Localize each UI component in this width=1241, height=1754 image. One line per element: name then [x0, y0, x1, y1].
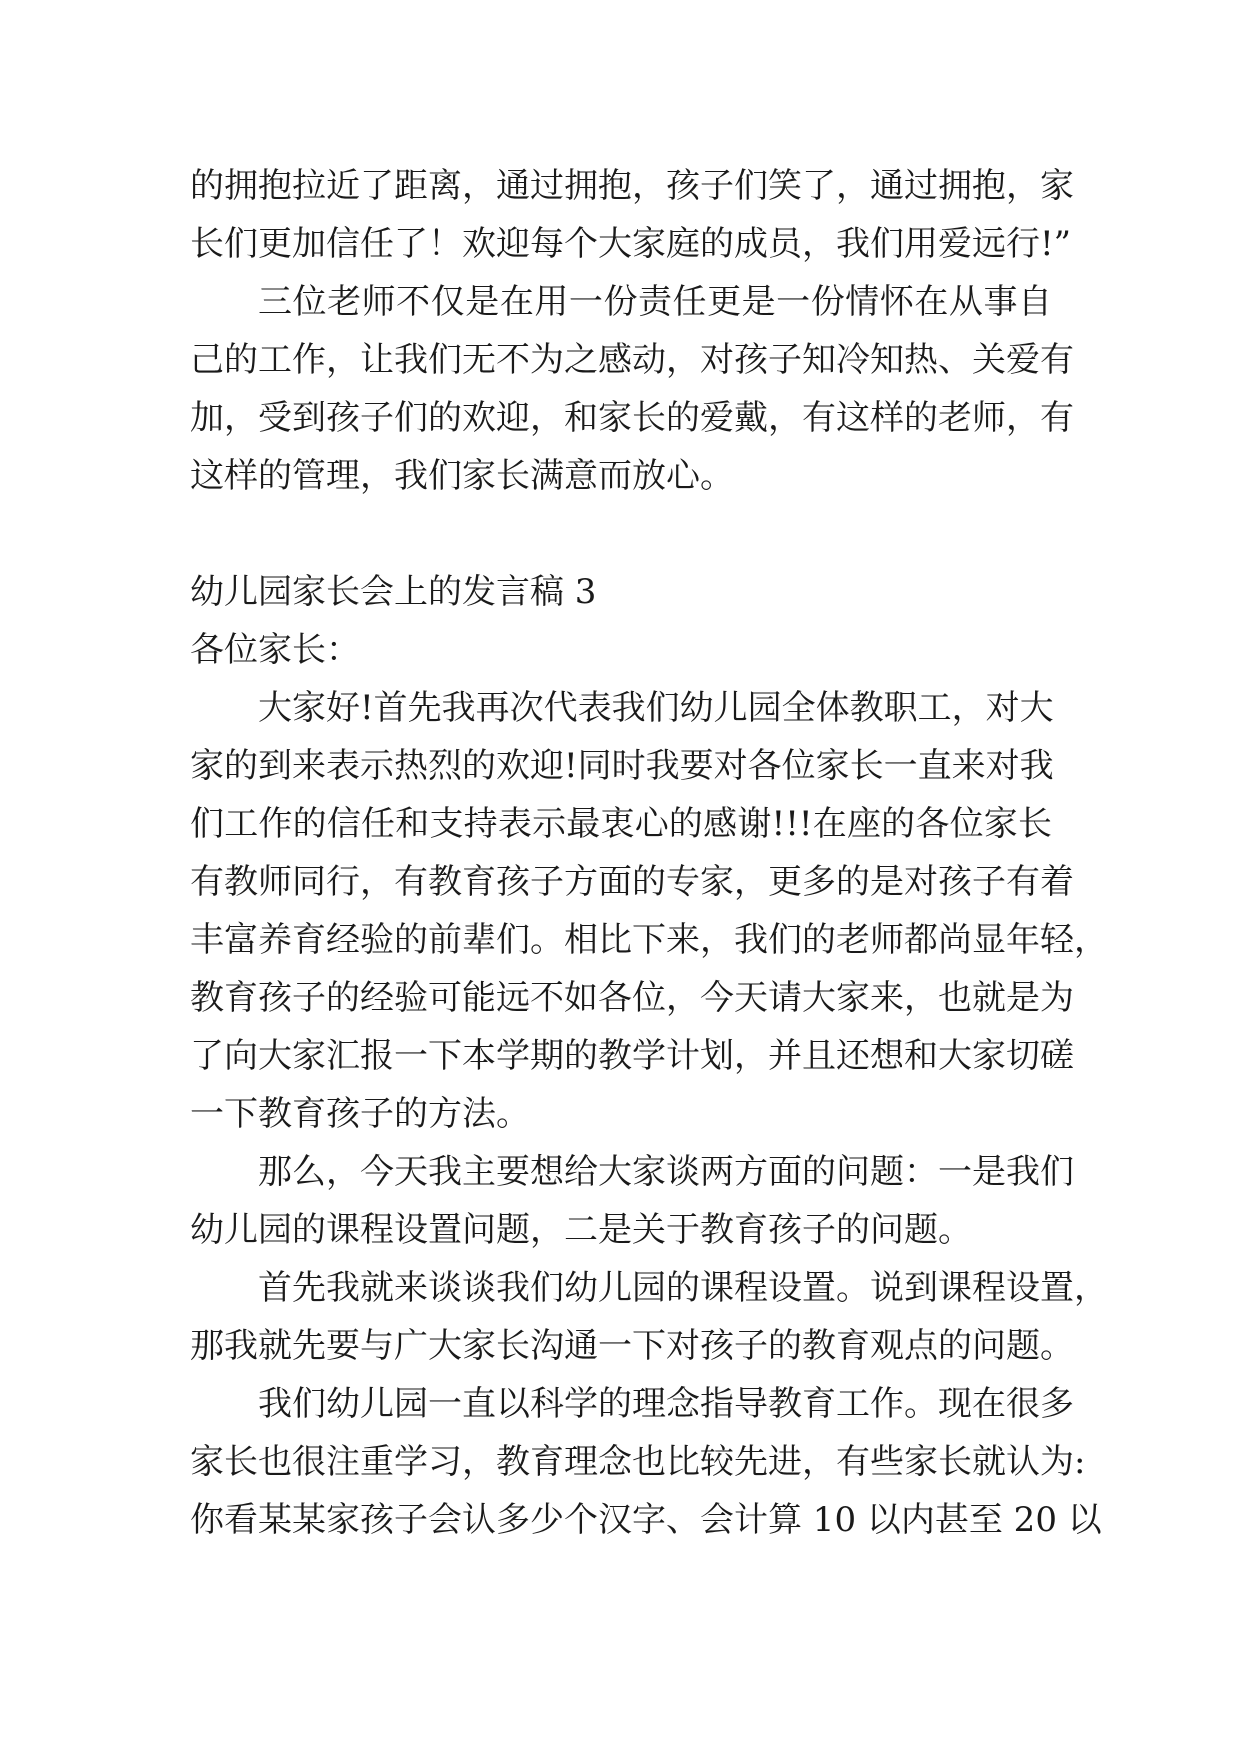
text-line: 教育孩子的经验可能远不如各位，今天请大家来，也就是为	[190, 978, 1074, 1018]
text-line: 家的到来表示热烈的欢迎!同时我要对各位家长一直来对我	[190, 746, 1054, 786]
paragraph-start-line: 三位老师不仅是在用一份责任更是一份情怀在从事自	[258, 282, 1052, 322]
text-line: 们工作的信任和支持表示最衷心的感谢!!!在座的各位家长	[190, 804, 1052, 844]
text-line: 一下教育孩子的方法。	[190, 1094, 530, 1134]
paragraph-start-line: 我们幼儿园一直以科学的理念指导教育工作。现在很多	[258, 1384, 1074, 1424]
text-line: 了向大家汇报一下本学期的教学计划，并且还想和大家切磋	[190, 1036, 1074, 1076]
text-line: 那我就先要与广大家长沟通一下对孩子的教育观点的问题。	[190, 1326, 1074, 1366]
text-line: 这样的管理，我们家长满意而放心。	[190, 456, 734, 496]
text-line: 有教师同行，有教育孩子方面的专家，更多的是对孩子有着	[190, 862, 1074, 902]
paragraph-start-line: 首先我就来谈谈我们幼儿园的课程设置。说到课程设置，	[258, 1268, 1108, 1308]
text-line: 你看某某家孩子会认多少个汉字、会计算 10 以内甚至 20 以	[190, 1500, 1102, 1540]
text-line: 己的工作，让我们无不为之感动，对孩子知冷知热、关爱有	[190, 340, 1074, 380]
text-line: 家长也很注重学习，教育理念也比较先进，有些家长就认为:	[190, 1442, 1086, 1482]
text-line: 丰富养育经验的前辈们。相比下来，我们的老师都尚显年轻，	[190, 920, 1108, 960]
paragraph-start-line: 大家好!首先我再次代表我们幼儿园全体教职工，对大	[258, 688, 1054, 728]
text-line: 长们更加信任了！欢迎每个大家庭的成员，我们用爱远行!”	[190, 224, 1072, 264]
paragraph-start-line: 那么，今天我主要想给大家谈两方面的问题：一是我们	[258, 1152, 1074, 1192]
text-line: 幼儿园的课程设置问题，二是关于教育孩子的问题。	[190, 1210, 972, 1250]
text-line: 加，受到孩子们的欢迎，和家长的爱戴，有这样的老师，有	[190, 398, 1074, 438]
salutation: 各位家长：	[190, 630, 360, 670]
text-line: 的拥抱拉近了距离，通过拥抱，孩子们笑了，通过拥抱，家	[190, 166, 1074, 206]
section-title: 幼儿园家长会上的发言稿 3	[190, 572, 597, 612]
